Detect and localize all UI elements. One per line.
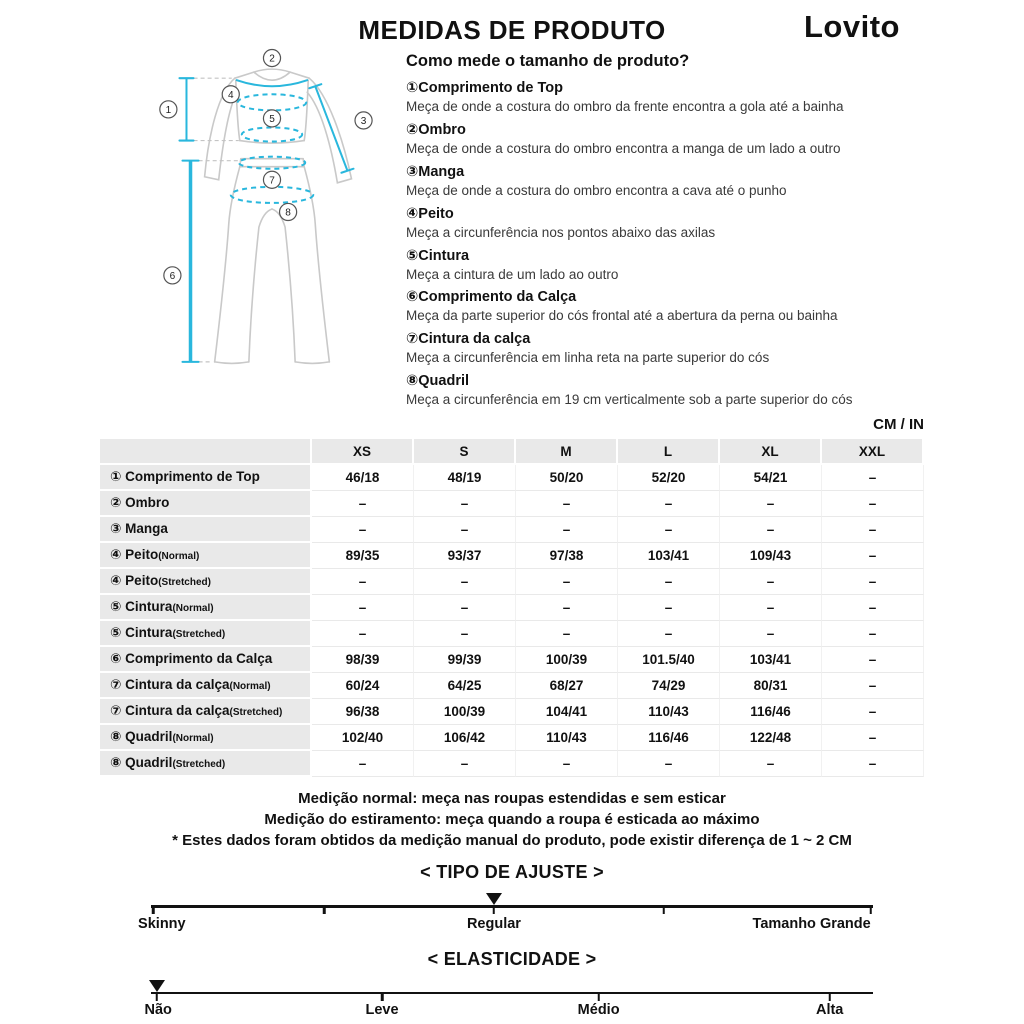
svg-text:6: 6 xyxy=(169,270,176,282)
col-header-l: L xyxy=(618,439,720,465)
elasticity-scale-labels xyxy=(144,1002,873,1022)
brand-logo: Lovito xyxy=(804,9,900,44)
table-row xyxy=(100,491,924,517)
measure-section xyxy=(0,46,1024,415)
fit-label-tamanho-grande: Tamanho Grande xyxy=(752,915,871,932)
table-row xyxy=(100,647,924,673)
size-cell: – xyxy=(720,621,822,647)
axis-tick xyxy=(493,905,496,914)
row-label: ④ Peito(Stretched) xyxy=(100,569,312,595)
elasticity-marker-triangle xyxy=(149,980,165,992)
size-cell: – xyxy=(618,751,720,777)
measure-guide xyxy=(404,48,928,415)
size-cell: – xyxy=(312,491,414,517)
col-header-m: M xyxy=(516,439,618,465)
table-row xyxy=(100,725,924,751)
size-cell: – xyxy=(312,595,414,621)
size-cell: 122/48 xyxy=(720,725,822,751)
size-cell: – xyxy=(822,517,924,543)
guide-heading: Como mede o tamanho de produto? xyxy=(406,52,690,70)
axis-tick xyxy=(662,905,665,914)
measure-desc-1: Meça de onde a costura do ombro da frente encontra a gola até a bainha xyxy=(406,99,844,114)
axis-tick xyxy=(870,905,873,914)
measurement-notes xyxy=(0,790,1024,849)
size-cell: – xyxy=(414,621,516,647)
measure-point-5 xyxy=(263,110,280,127)
pants-outline xyxy=(215,159,330,364)
size-cell: 52/20 xyxy=(618,465,720,491)
size-cell: 54/21 xyxy=(720,465,822,491)
row-label: ⑦ Cintura da calça(Stretched) xyxy=(100,699,312,725)
svg-text:3: 3 xyxy=(360,115,367,127)
size-cell: – xyxy=(618,491,720,517)
elasticity-label-nao: Não xyxy=(144,1002,172,1018)
table-row xyxy=(100,621,924,647)
fit-marker-triangle xyxy=(486,893,502,905)
size-cell: – xyxy=(822,673,924,699)
corner-cell xyxy=(100,439,312,465)
measure-point-2 xyxy=(263,50,280,67)
waist-measure-ellipse xyxy=(242,127,302,141)
table-row xyxy=(100,517,924,543)
size-cell: – xyxy=(720,517,822,543)
size-cell: – xyxy=(414,517,516,543)
size-cell: – xyxy=(312,569,414,595)
note-stretch: Medição do estiramento: meça quando a roupa é esticada ao máximo xyxy=(264,811,760,828)
axis-tick xyxy=(152,905,155,914)
measure-term-6: ⑥Comprimento da Calça xyxy=(406,289,577,306)
size-cell: – xyxy=(618,517,720,543)
size-cell: 101.5/40 xyxy=(618,647,720,673)
axis-tick xyxy=(323,905,326,914)
table-row xyxy=(100,751,924,777)
shoulder-measure-arc xyxy=(237,80,307,86)
guide-lines xyxy=(194,78,239,362)
table-row xyxy=(100,699,924,725)
elasticity-scale-title: < ELASTICIDADE > xyxy=(427,948,597,969)
size-cell: – xyxy=(618,621,720,647)
size-cell: 99/39 xyxy=(414,647,516,673)
table-row xyxy=(100,543,924,569)
size-cell: – xyxy=(312,517,414,543)
fit-label-regular: Regular xyxy=(466,915,521,932)
col-header-xs: XS xyxy=(312,439,414,465)
header xyxy=(0,0,1024,46)
elasticity-label-medio: Médio xyxy=(577,1002,620,1018)
measure-point-3 xyxy=(355,112,372,129)
note-disclaimer: * Estes dados foram obtidos da medição manual do produto, pode existir diferença de 1 ~ 2 CM xyxy=(172,832,852,849)
size-cell: 96/38 xyxy=(312,699,414,725)
size-cell: 116/46 xyxy=(618,725,720,751)
size-cell: 103/41 xyxy=(720,647,822,673)
size-cell: 93/37 xyxy=(414,543,516,569)
measure-point-4 xyxy=(222,86,239,103)
size-cell: – xyxy=(414,491,516,517)
row-label: ⑦ Cintura da calça(Normal) xyxy=(100,673,312,699)
elasticity-label-leve: Leve xyxy=(365,1002,399,1018)
axis-tick xyxy=(381,992,384,1001)
svg-text:2: 2 xyxy=(269,53,275,65)
table-header-row xyxy=(100,439,924,465)
size-cell: – xyxy=(822,595,924,621)
axis-tick xyxy=(156,992,159,1001)
size-cell: – xyxy=(822,647,924,673)
measure-term-8: ⑧Quadril xyxy=(406,373,470,390)
svg-text:8: 8 xyxy=(285,207,291,219)
measure-point-8 xyxy=(280,203,297,220)
row-label: ⑤ Cintura(Stretched) xyxy=(100,621,312,647)
measure-term-5: ⑤Cintura xyxy=(406,247,470,264)
fit-scale-axis xyxy=(151,905,873,908)
size-cell: 89/35 xyxy=(312,543,414,569)
size-cell: 100/39 xyxy=(516,647,618,673)
row-label: ① Comprimento de Top xyxy=(100,465,312,491)
note-normal: Medição normal: meça nas roupas estendidas e sem esticar xyxy=(298,790,726,807)
top-length-measure-line xyxy=(179,78,193,140)
measure-desc-5: Meça a cintura de um lado ao outro xyxy=(406,266,619,282)
size-cell: – xyxy=(720,491,822,517)
size-cell: 46/18 xyxy=(312,465,414,491)
svg-text:5: 5 xyxy=(269,113,275,125)
size-cell: 74/29 xyxy=(618,673,720,699)
measure-term-3: ③Manga xyxy=(406,163,465,180)
size-cell: – xyxy=(516,517,618,543)
size-cell: – xyxy=(312,621,414,647)
size-cell: 110/43 xyxy=(618,699,720,725)
garment-diagram xyxy=(146,48,398,380)
table-row xyxy=(100,595,924,621)
size-cell: 103/41 xyxy=(618,543,720,569)
size-cell: – xyxy=(516,621,618,647)
measure-term-7: ⑦Cintura da calça xyxy=(406,331,531,348)
size-cell: 104/41 xyxy=(516,699,618,725)
measure-term-1: ①Comprimento de Top xyxy=(406,80,564,96)
size-cell: – xyxy=(618,569,720,595)
measure-desc-8: Meça a circunferência em 19 cm verticalmente sob a parte superior do cós xyxy=(406,392,853,408)
size-cell: – xyxy=(720,595,822,621)
size-cell: – xyxy=(720,751,822,777)
size-cell: 102/40 xyxy=(312,725,414,751)
size-cell: – xyxy=(414,751,516,777)
size-cell: – xyxy=(822,491,924,517)
table-row xyxy=(100,569,924,595)
size-cell: 80/31 xyxy=(720,673,822,699)
size-cell: – xyxy=(516,491,618,517)
measure-term-4: ④Peito xyxy=(406,205,454,222)
row-label: ② Ombro xyxy=(100,491,312,517)
col-header-s: S xyxy=(414,439,516,465)
size-cell: 68/27 xyxy=(516,673,618,699)
measure-point-6 xyxy=(164,267,181,284)
size-cell: – xyxy=(822,465,924,491)
page-title: MEDIDAS DE PRODUTO xyxy=(358,15,666,45)
fit-scale-labels xyxy=(138,915,873,936)
hip-measure-ellipse xyxy=(231,187,313,203)
size-cell: 64/25 xyxy=(414,673,516,699)
row-label: ⑧ Quadril(Stretched) xyxy=(100,751,312,777)
pants-length-measure-line xyxy=(182,161,198,362)
fit-label-skinny: Skinny xyxy=(138,915,186,932)
size-cell: 50/20 xyxy=(516,465,618,491)
size-cell: 109/43 xyxy=(720,543,822,569)
size-cell: 106/42 xyxy=(414,725,516,751)
measure-desc-7: Meça a circunferência em linha reta na parte superior do cós xyxy=(406,350,770,366)
size-cell: – xyxy=(822,621,924,647)
size-cell: 100/39 xyxy=(414,699,516,725)
size-cell: 60/24 xyxy=(312,673,414,699)
measure-point-1 xyxy=(160,101,177,118)
size-cell: – xyxy=(618,595,720,621)
col-header-xl: XL xyxy=(720,439,822,465)
size-cell: – xyxy=(312,751,414,777)
unit-label: CM / IN xyxy=(873,416,924,433)
table-row xyxy=(100,673,924,699)
size-cell: – xyxy=(822,543,924,569)
size-cell: – xyxy=(822,569,924,595)
fit-scale-title: < TIPO DE AJUSTE > xyxy=(420,862,604,882)
measure-term-2: ②Ombro xyxy=(406,121,466,138)
size-cell: – xyxy=(516,569,618,595)
size-cell: 116/46 xyxy=(720,699,822,725)
axis-tick xyxy=(828,992,831,1001)
chest-measure-ellipse xyxy=(238,94,306,110)
measure-desc-3: Meça de onde a costura do ombro encontra a cava até o punho xyxy=(406,182,787,198)
size-cell: 97/38 xyxy=(516,543,618,569)
size-cell: – xyxy=(516,595,618,621)
measure-desc-2: Meça de onde a costura do ombro encontra a manga de um lado a outro xyxy=(406,140,841,156)
table-row xyxy=(100,465,924,491)
size-cell: – xyxy=(822,699,924,725)
row-label: ⑧ Quadril(Normal) xyxy=(100,725,312,751)
size-cell: 48/19 xyxy=(414,465,516,491)
size-cell: 98/39 xyxy=(312,647,414,673)
col-header-xxl: XXL xyxy=(822,439,924,465)
row-label: ⑥ Comprimento da Calça xyxy=(100,647,312,673)
svg-text:1: 1 xyxy=(165,104,172,116)
row-label: ④ Peito(Normal) xyxy=(100,543,312,569)
size-cell: 110/43 xyxy=(516,725,618,751)
row-label: ③ Manga xyxy=(100,517,312,543)
measure-desc-6: Meça da parte superior do cós frontal até a abertura da perna ou bainha xyxy=(406,308,838,324)
size-cell: – xyxy=(822,751,924,777)
garment-illustration xyxy=(146,48,404,415)
size-cell: – xyxy=(414,595,516,621)
size-cell: – xyxy=(822,725,924,751)
elasticity-label-alta: Alta xyxy=(815,1002,844,1018)
measure-desc-4: Meça a circunferência nos pontos abaixo das axilas xyxy=(406,224,716,240)
size-table xyxy=(100,439,924,777)
row-label: ⑤ Cintura(Normal) xyxy=(100,595,312,621)
elasticity-scale-axis xyxy=(151,992,873,995)
size-cell: – xyxy=(720,569,822,595)
measure-point-7 xyxy=(263,171,280,188)
svg-text:7: 7 xyxy=(269,175,275,187)
size-cell: – xyxy=(414,569,516,595)
axis-tick xyxy=(597,992,600,1001)
size-cell: – xyxy=(516,751,618,777)
svg-text:4: 4 xyxy=(227,89,234,101)
